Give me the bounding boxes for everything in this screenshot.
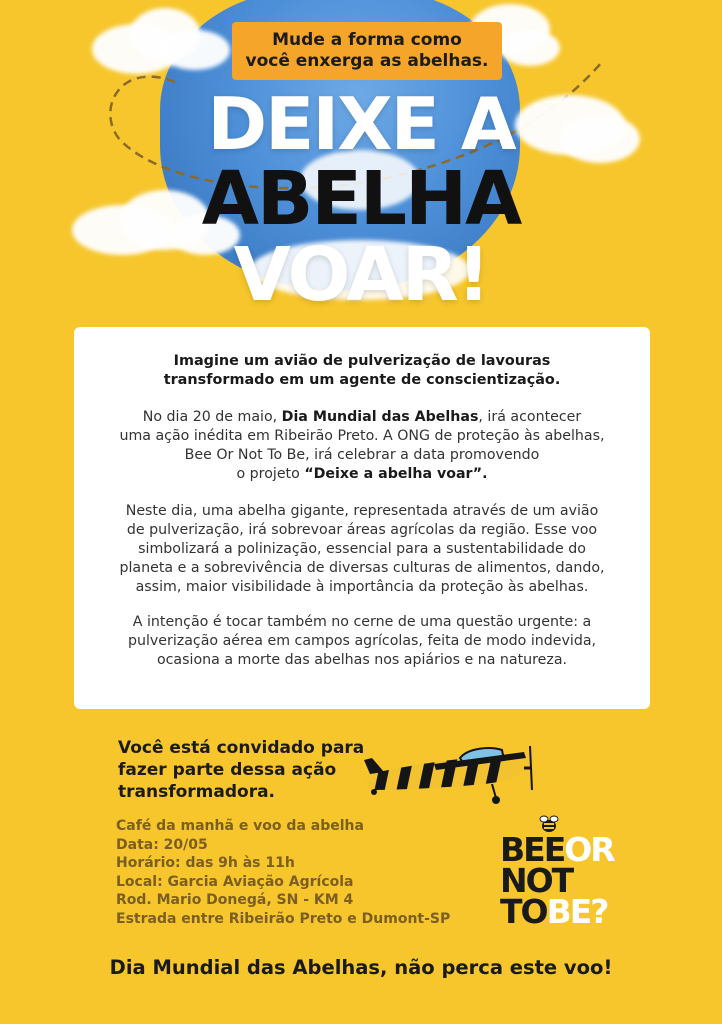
p1-line-1a: No dia 20 de maio, [142,409,282,425]
card-lead [94,352,630,390]
detail-line: Horário: das 9h às 11h [116,855,295,871]
hero-banner [0,0,722,320]
tagline-line-1: Mude a forma como [272,30,462,50]
tagline-line-2: você enxerga as abelhas. [245,51,489,71]
footer-slogan: Dia Mundial das Abelhas, não perca este voo! [109,956,613,979]
bee-or-not-to-be-logo [498,812,628,932]
p3-line-3: ocasiona a morte das abelhas nos apiários e na natureza. [156,652,568,668]
detail-line: Data: 20/05 [116,836,208,853]
invite-text [118,737,398,803]
p1-line-1-bold: Dia Mundial das Abelhas [281,409,479,425]
p1-line-2: uma ação inédita em Ribeirão Preto. A ONG de proteção às abelhas, [119,428,605,444]
headline-line-2: ABELHA [201,156,521,242]
p2-line-3: simbolizará a polinização, essencial para a sustentabilidade do [138,541,586,557]
p1-line-4-bold: “Deixe a abelha voar”. [304,466,488,482]
invite-line-2: fazer parte dessa ação [118,760,337,780]
logo-be: BE? [546,892,608,931]
headline-line-1: DEIXE A [207,82,515,166]
logo-bee: BEE [500,830,565,869]
invite-line-3: transformadora. [118,782,276,802]
detail-line: Estrada entre Ribeirão Preto e Dumont-SP [116,910,451,927]
tagline-badge [232,22,502,80]
p2-line-5: assim, maior visibilidade à importância da proteção às abelhas. [135,579,589,595]
logo-row-3 [500,892,614,931]
lead-line-1: Imagine um avião de pulverização de lavouras [173,353,551,369]
p3-line-1: A intenção é tocar também no cerne de uma questão urgente: a [132,614,592,630]
p3-line-2: pulverização aérea em campos agrícolas, feita de modo indevida, [127,633,597,649]
logo-not: NOT [500,861,573,900]
card-paragraph-3 [94,613,630,670]
info-card [74,327,650,709]
p2-line-2: de pulverização, irá sobrevoar áreas agrícolas da região. Esse voo [126,522,598,538]
headline-line-3: VOAR! [233,232,489,318]
bee-plane-icon [364,734,536,810]
card-paragraph-1 [94,408,630,484]
card-paragraph-2 [94,502,630,597]
p1-line-1b: , irá acontecer [478,409,582,425]
logo-or: OR [564,830,614,869]
event-details [116,817,476,928]
p1-line-4a: o projeto [236,466,305,482]
p2-line-1: Neste dia, uma abelha gigante, representada através de um avião [125,503,599,519]
lead-line-2: transformado em um agente de conscientização. [163,372,561,388]
detail-line: Café da manhã e voo da abelha [116,818,364,834]
invite-line-1: Você está convidado para [118,738,365,758]
detail-line: Rod. Mario Donegá, SN - KM 4 [116,892,354,908]
p1-line-3: Bee Or Not To Be, irá celebrar a data promovendo [184,447,540,463]
detail-line: Local: Garcia Aviação Agrícola [116,873,354,890]
logo-to: TO [500,892,547,931]
p2-line-4: planeta e a sobrevivência de diversas culturas de alimentos, dando, [119,560,605,576]
